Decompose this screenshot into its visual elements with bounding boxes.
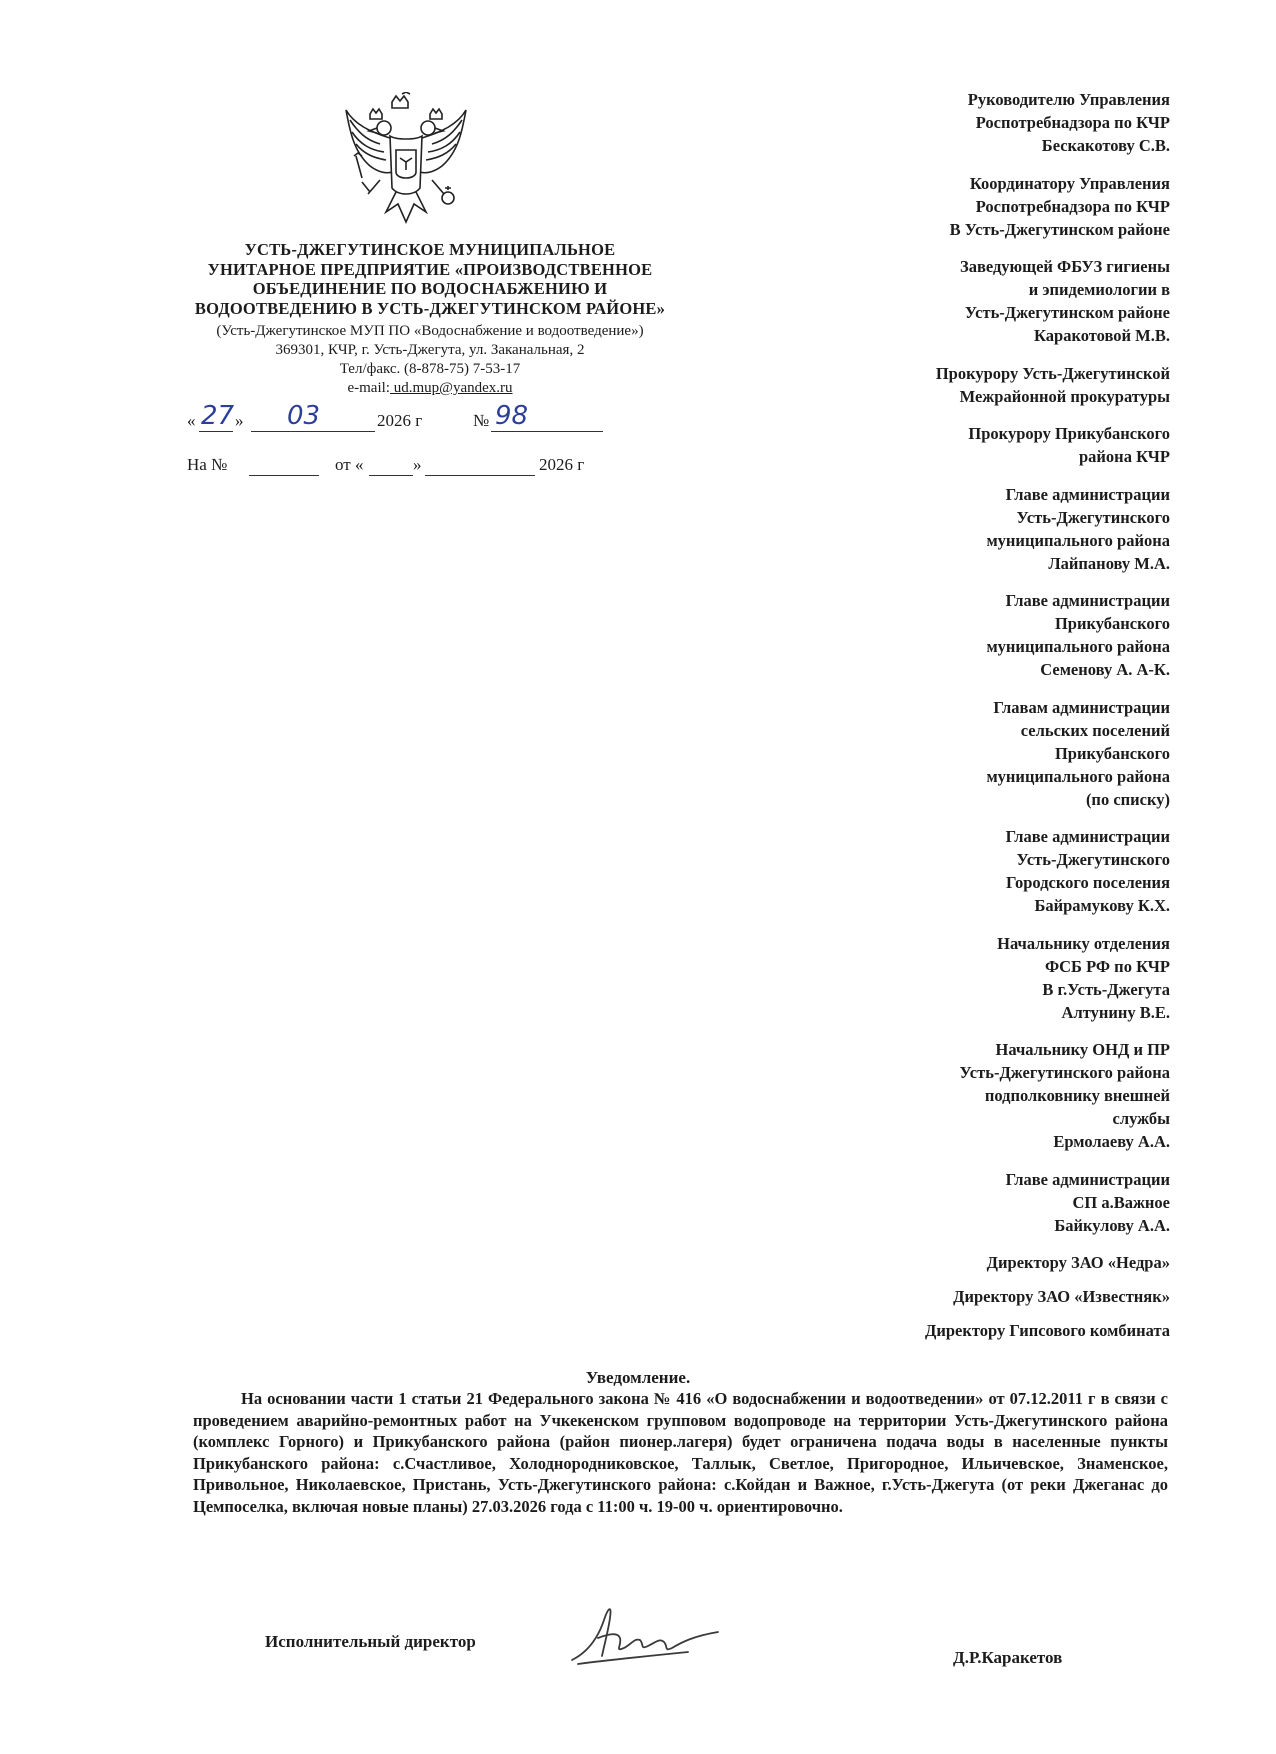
email-line: [180, 379, 680, 398]
recipient-line: Заведующей ФБУЗ гигиены: [959, 257, 1170, 276]
recipient-line: Усть-Джегутинского района: [959, 1063, 1170, 1082]
recipient-line: Начальнику ОНД и ПР: [995, 1040, 1170, 1059]
handwritten-signature: [568, 1598, 728, 1668]
incoming-reference: [187, 455, 627, 485]
recipient-line: Директору Гипсового комбината: [925, 1321, 1170, 1340]
recipient-line: Прокурору Прикубанского: [968, 424, 1170, 443]
recipient-line: ФСБ РФ по КЧР: [1044, 956, 1170, 976]
recipient-line: муниципального района: [986, 637, 1170, 656]
recipient-line: Главе администрации: [1005, 1169, 1170, 1189]
recipient-line: муниципального района: [986, 530, 1170, 550]
recipient-line: Прокурору Усть-Джегутинской: [935, 363, 1170, 383]
recipient-line: Главам администрации: [993, 697, 1170, 717]
organization-name: [170, 240, 690, 318]
recipient-line: сельских поселений: [1020, 720, 1170, 740]
signatory-title: Исполнительный директор: [265, 1632, 476, 1651]
recipient-block: [730, 825, 1170, 917]
phone-fax-line: Тел/факс. (8-878-75) 7-53-17: [339, 361, 521, 377]
recipient-block: [730, 483, 1170, 575]
recipient-line: В Усть-Джегутинском районе: [949, 219, 1170, 239]
incoming-year: 2026 г: [539, 455, 585, 474]
recipient-line: Семенову А. А-К.: [1040, 660, 1170, 679]
recipient-line: СП а.Важное: [1072, 1192, 1170, 1212]
recipient-block: [730, 589, 1170, 681]
recipient-line: Главе администрации: [1005, 591, 1170, 610]
email-link[interactable]: ud.mup@yandex.ru: [389, 380, 513, 396]
month-underline: [251, 431, 375, 432]
recipient-line: Директору ЗАО «Недра»: [986, 1253, 1170, 1272]
org-name-line: УСТЬ-ДЖЕГУТИНСКОЕ МУНИЦИПАЛЬНОЕ: [244, 240, 616, 259]
recipient-line: Ермолаеву А.А.: [1053, 1132, 1170, 1151]
outgoing-number: 98: [495, 401, 529, 431]
incoming-close-quote: »: [413, 455, 422, 474]
recipient-line: Директору ЗАО «Известняк»: [953, 1287, 1170, 1306]
recipient-line: В г.Усть-Джегута: [1042, 979, 1170, 999]
notice-title: Уведомление.: [585, 1368, 691, 1387]
recipient-block: [730, 362, 1170, 408]
incoming-month-blank: [425, 475, 535, 476]
recipient-block: [730, 255, 1170, 347]
recipient-line: Усть-Джегутинском районе: [964, 303, 1170, 322]
recipient-line: Главе администрации: [1005, 827, 1170, 846]
org-name-line: ОБЪЕДИНЕНИЕ ПО ВОДОСНАБЖЕНИЮ И: [252, 279, 608, 298]
outgoing-year: 2026 г: [377, 411, 423, 430]
recipients-list: [730, 88, 1170, 1353]
recipient-line: Городского поселения: [1005, 873, 1170, 892]
organization-address: [180, 322, 680, 398]
address-line: 369301, КЧР, г. Усть-Джегута, ул. Заканальная, 2: [275, 342, 585, 358]
org-name-line: ВОДООТВЕДЕНИЮ В УСТЬ-ДЖЕГУТИНСКОМ РАЙОНЕ»: [194, 298, 666, 318]
recipient-block: [730, 696, 1170, 811]
recipient-line: Роспотребнадзора по КЧР: [975, 113, 1170, 132]
signatory-name: Д.Р.Каракетов: [953, 1648, 1063, 1667]
recipient-line: Усть-Джегутинского: [1016, 507, 1170, 527]
recipient-line: Алтунину В.Е.: [1061, 1002, 1170, 1022]
recipient-line: Байкулову А.А.: [1054, 1215, 1170, 1235]
russian-coat-of-arms-icon: [340, 92, 472, 232]
recipient-line: Усть-Джегутинского: [1016, 850, 1170, 869]
close-quote: »: [235, 411, 244, 430]
recipient-line: Прикубанского: [1054, 614, 1170, 633]
recipient-block: [730, 1285, 1170, 1308]
org-name-line: УНИТАРНОЕ ПРЕДПРИЯТИЕ «ПРОИЗВОДСТВЕННОЕ: [207, 259, 653, 279]
recipient-block: [730, 932, 1170, 1024]
recipient-line: Координатору Управления: [969, 173, 1170, 193]
recipient-line: Бескакотову С.В.: [1041, 136, 1170, 155]
recipient-line: Байрамукову К.Х.: [1034, 896, 1170, 915]
recipient-block: [730, 172, 1170, 241]
incoming-date-label: от «: [335, 455, 364, 474]
recipient-block: [730, 1319, 1170, 1342]
recipient-line: Главе администрации: [1005, 484, 1170, 504]
recipient-line: службы: [1112, 1109, 1170, 1128]
recipient-line: (по списку): [1085, 789, 1170, 809]
incoming-day-blank: [369, 475, 413, 476]
incoming-number-blank: [249, 475, 319, 476]
recipient-block: [730, 422, 1170, 468]
recipient-block: [730, 1168, 1170, 1237]
recipient-line: Межрайонной прокуратуры: [959, 386, 1170, 406]
email-label: e-mail:: [347, 380, 390, 396]
recipient-line: Начальнику отделения: [997, 933, 1170, 953]
open-quote: «: [187, 411, 196, 430]
recipient-line: муниципального района: [986, 766, 1170, 786]
number-label: №: [473, 411, 490, 430]
recipient-line: Руководителю Управления: [967, 90, 1170, 109]
recipient-line: Лайпанову М.А.: [1048, 553, 1170, 573]
outgoing-month: 03: [287, 401, 321, 431]
outgoing-reference: [187, 401, 627, 435]
recipient-block: [730, 1038, 1170, 1153]
address-line: (Усть-Джегутинское МУП ПО «Водоснабжение и водоотведение»): [216, 323, 644, 339]
recipient-block: [730, 88, 1170, 157]
recipient-line: подполковнику внешней: [984, 1086, 1170, 1105]
recipient-line: Роспотребнадзора по КЧР: [975, 196, 1170, 216]
notice-body: На основании части 1 статьи 21 Федерального закона № 416 «О водоснабжении и водоотведении» от 07.12.2011 г в связи с проведением аварийно-ремонтных работ на Учкекенском групповом водопроводе на территории Усть-Джегутинского района (комплекс Горного) и Прикубанского района (район пионер.лагеря) будет ограничена подача воды в населенные пункты Прикубанского района: с.Счастливое, Холоднородниковское, Таллык, Светлое, Пригородное, Ильичевское, Знаменское, Привольное, Николаевское, Пристань, Усть-Джегутинского района: с.Койдан и Важное, г.Усть-Джегута (от реки Джеганас до Цемпоселка, включая новые планы) 27.03.2026 года с 11:00 ч. 19-00 ч. ориентировочно.: [193, 1389, 1168, 1516]
recipient-block: [730, 1251, 1170, 1274]
recipient-line: Каракотовой М.В.: [1034, 326, 1170, 345]
recipient-line: района КЧР: [1079, 447, 1170, 466]
recipient-line: Прикубанского: [1054, 743, 1170, 763]
day-underline: [199, 431, 233, 432]
recipient-line: и эпидемиологии в: [1028, 280, 1170, 299]
outgoing-day: 27: [201, 401, 235, 431]
number-underline: [491, 431, 603, 432]
incoming-number-label: На №: [187, 455, 228, 474]
